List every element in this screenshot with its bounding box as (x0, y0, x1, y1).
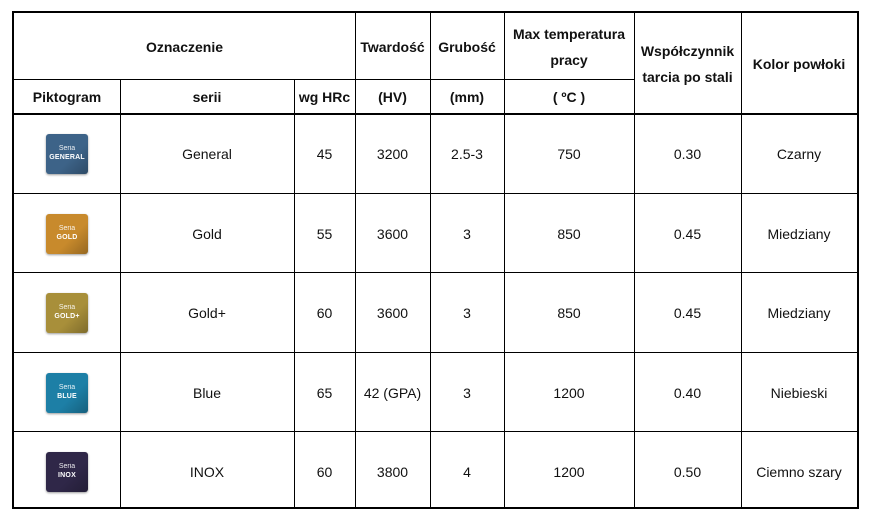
grubosc-value: 2.5-3 (451, 145, 483, 162)
badge-line1: Seria (58, 225, 76, 232)
hv-value: 42 (GPA) (363, 384, 422, 401)
grid-line (741, 13, 742, 507)
grubosc-value: 3 (463, 384, 471, 401)
badge-line2: GOLD (56, 234, 78, 241)
piktogram-cell (14, 194, 120, 273)
grid-line (430, 13, 431, 507)
temp-value: 850 (557, 304, 581, 321)
grubosc-cell (430, 114, 504, 193)
temp-value: 1200 (553, 384, 585, 401)
header-grubosc-label: Grubość (438, 38, 496, 55)
grubosc-cell (430, 432, 504, 511)
grid-line (14, 431, 857, 432)
wsp-value: 0.45 (673, 304, 702, 321)
grid-line (14, 352, 857, 353)
series-badge-icon (46, 373, 88, 413)
temp-value: 750 (557, 145, 581, 162)
series-badge-icon (46, 452, 88, 492)
header-grubosc (430, 13, 504, 80)
piktogram-cell (14, 432, 120, 511)
wsp-value: 0.45 (673, 225, 702, 242)
grid-line (504, 13, 505, 507)
header-mm (430, 80, 504, 114)
hv-value: 3200 (376, 145, 409, 162)
hrc-cell (294, 432, 355, 511)
hv-cell (355, 273, 430, 352)
header-wg-hrc-label: wg HRc (298, 89, 351, 105)
wsp-cell (634, 114, 741, 193)
badge-line2: BLUE (57, 393, 77, 400)
seria-cell (120, 353, 294, 432)
header-serii (120, 80, 294, 114)
header-piktogram-label: Piktogram (32, 89, 102, 105)
seria-value: Blue (192, 384, 222, 401)
wsp-cell (634, 194, 741, 273)
badge-line1: Seria (58, 463, 76, 470)
temp-value: 1200 (553, 463, 585, 480)
series-badge-icon (46, 293, 88, 333)
hv-value: 3600 (376, 304, 409, 321)
piktogram-cell (14, 273, 120, 352)
kolor-value: Ciemno szary (756, 463, 842, 480)
badge-line1: Seria (58, 145, 76, 152)
temp-cell (504, 194, 634, 273)
header-max-temp-line1: Max temperatura (512, 25, 626, 42)
grubosc-cell (430, 194, 504, 273)
seria-value: Gold+ (188, 304, 226, 321)
hrc-value: 60 (316, 304, 333, 321)
header-hv (355, 80, 430, 114)
header-piktogram (14, 80, 120, 114)
grubosc-value: 4 (463, 463, 471, 480)
hrc-value: 45 (316, 145, 333, 162)
hrc-cell (294, 353, 355, 432)
seria-value: General (182, 145, 232, 162)
grid-line (14, 193, 857, 194)
temp-cell (504, 432, 634, 511)
grubosc-cell (430, 353, 504, 432)
header-wspolczynnik (634, 13, 741, 114)
coating-table (12, 11, 859, 509)
series-badge-icon (46, 214, 88, 254)
grid-line (294, 80, 295, 507)
hv-cell (355, 114, 430, 193)
grubosc-cell (430, 273, 504, 352)
piktogram-cell (14, 114, 120, 193)
seria-cell (120, 194, 294, 273)
hv-cell (355, 432, 430, 511)
badge-line2: GENERAL (49, 154, 85, 161)
hrc-value: 55 (316, 225, 333, 242)
hv-cell (355, 353, 430, 432)
header-celsius (504, 80, 634, 114)
kolor-value: Czarny (776, 145, 822, 162)
temp-cell (504, 273, 634, 352)
grubosc-value: 3 (463, 304, 471, 321)
wsp-cell (634, 353, 741, 432)
kolor-value: Miedziany (767, 304, 831, 321)
hv-cell (355, 194, 430, 273)
header-twardosc (355, 13, 430, 80)
hv-value: 3800 (376, 463, 409, 480)
hrc-cell (294, 194, 355, 273)
badge-line2: GOLD+ (54, 313, 80, 320)
grid-line (14, 79, 634, 80)
temp-cell (504, 353, 634, 432)
header-wspolczynnik-line2: tarcia po stali (642, 68, 733, 85)
hrc-cell (294, 114, 355, 193)
badge-line1: Seria (58, 384, 76, 391)
series-badge-icon (46, 134, 88, 174)
wsp-value: 0.40 (673, 384, 702, 401)
kolor-cell (741, 114, 857, 193)
header-serii-label: serii (192, 89, 222, 105)
piktogram-cell (14, 353, 120, 432)
grubosc-value: 3 (463, 225, 471, 242)
temp-value: 850 (557, 225, 581, 242)
wsp-cell (634, 273, 741, 352)
header-hv-label: (HV) (378, 89, 407, 105)
grid-line (14, 272, 857, 273)
wsp-cell (634, 432, 741, 511)
kolor-value: Miedziany (767, 225, 831, 242)
header-celsius-label: ( ºC ) (552, 89, 586, 105)
temp-cell (504, 114, 634, 193)
wsp-value: 0.50 (673, 463, 702, 480)
seria-value: Gold (192, 225, 222, 242)
kolor-cell (741, 194, 857, 273)
hrc-value: 65 (316, 384, 333, 401)
header-twardosc-label: Twardość (360, 38, 425, 55)
grid-line (355, 13, 356, 507)
hrc-cell (294, 273, 355, 352)
seria-value: INOX (189, 463, 225, 480)
seria-cell (120, 114, 294, 193)
header-oznaczenie-label: Oznaczenie (145, 38, 224, 55)
header-oznaczenie (14, 13, 355, 80)
header-kolor-label: Kolor powłoki (752, 55, 846, 72)
grid-line (14, 113, 857, 115)
header-mm-label: (mm) (449, 89, 485, 105)
kolor-cell (741, 432, 857, 511)
grid-line (120, 80, 121, 507)
header-wg-hrc (294, 80, 355, 114)
header-wspolczynnik-line1: Współczynnik (640, 42, 735, 59)
kolor-cell (741, 353, 857, 432)
badge-line2: INOX (58, 472, 76, 479)
kolor-value: Niebieski (770, 384, 828, 401)
wsp-value: 0.30 (673, 145, 702, 162)
header-max-temperatura (504, 13, 634, 80)
grid-line (634, 13, 635, 507)
hv-value: 3600 (376, 225, 409, 242)
seria-cell (120, 273, 294, 352)
badge-line1: Seria (58, 304, 76, 311)
header-max-temp-line2: pracy (550, 51, 588, 68)
kolor-cell (741, 273, 857, 352)
seria-cell (120, 432, 294, 511)
header-kolor (741, 13, 857, 114)
hrc-value: 60 (316, 463, 333, 480)
